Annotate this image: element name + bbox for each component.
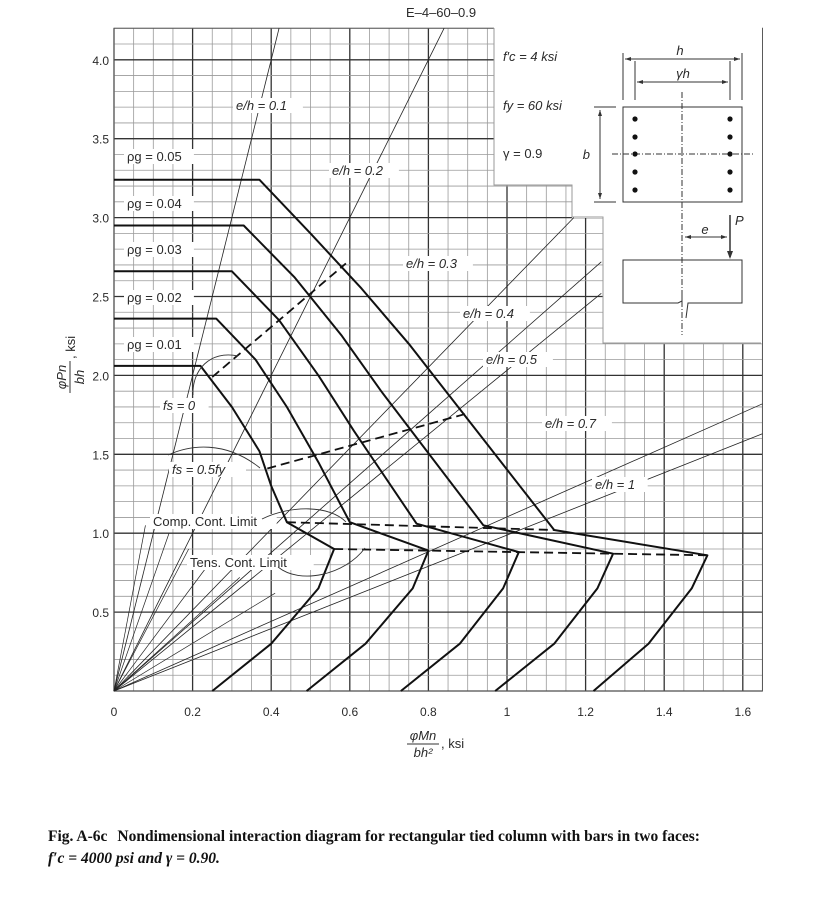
label-fs-half-fy: fs = 0.5fy	[172, 462, 226, 477]
label-eccentricity: e/h = 0.5	[486, 352, 537, 367]
x-tick-label: 0.8	[420, 705, 437, 719]
y-tick-label: 4.0	[92, 53, 109, 68]
x-tick-label: 0.6	[341, 705, 359, 719]
label-rho-0.05: ρg = 0.05	[127, 149, 182, 164]
param-fc: f′c = 4 ksi	[503, 49, 558, 64]
y-tick-label: 2.5	[92, 290, 109, 305]
limit-line	[287, 522, 554, 530]
svg-text:φMn: φMn	[409, 728, 437, 743]
x-tick-label: 1	[503, 705, 511, 719]
label-comp-cont-limit: Comp. Cont. Limit	[153, 514, 258, 529]
x-tick-label: 1.2	[577, 705, 594, 719]
y-tick-label: 2.0	[92, 369, 109, 384]
limit-line	[267, 413, 467, 468]
inset-b-label: b	[582, 147, 590, 162]
svg-text:bh²: bh²	[413, 745, 433, 760]
label-eccentricity: e/h = 0.3	[406, 256, 457, 271]
x-tick-label: 0	[110, 705, 118, 719]
figure-caption	[48, 826, 818, 870]
label-eccentricity: e/h = 0.7	[545, 416, 596, 431]
label-eccentricity: e/h = 0.2	[332, 163, 383, 178]
limit-line	[334, 549, 707, 555]
y-tick-label: 3.0	[92, 211, 109, 226]
label-eccentricity: e/h = 0.1	[236, 98, 287, 113]
x-tick-label: 0.4	[262, 705, 280, 719]
y-tick-label: 0.5	[92, 606, 109, 621]
label-eccentricity: e/h = 1	[595, 477, 636, 492]
svg-text:bh: bh	[72, 369, 87, 385]
inset-gamma-h-label: γh	[676, 66, 690, 81]
label-rho-0.02: ρg = 0.02	[127, 290, 182, 305]
inset-h-label: h	[676, 43, 684, 58]
label-rho-0.03: ρg = 0.03	[127, 242, 182, 257]
label-rho-0.01: ρg = 0.01	[127, 337, 182, 352]
x-tick-label: 1.6	[734, 705, 752, 719]
y-tick-label: 3.5	[92, 132, 109, 147]
label-rho-0.04: ρg = 0.04	[127, 196, 182, 211]
label-eccentricity: e/h = 0.4	[463, 306, 514, 321]
label-tens-cont-limit: Tens. Cont. Limit	[190, 555, 287, 570]
caption-line2: f′c = 4000 psi and γ = 0.90.	[48, 850, 220, 867]
chart-title: E–4–60–0.9	[405, 5, 477, 20]
fan-line	[114, 549, 189, 691]
inset-p-label: P	[735, 213, 744, 228]
inset-e-label: e	[701, 222, 709, 237]
param-gamma: γ = 0.9	[503, 146, 543, 161]
x-tick-label: 0.2	[184, 705, 201, 719]
figure-number: Fig. A-6c	[48, 828, 108, 845]
x-axis-label	[407, 728, 464, 760]
label-fs-0: fs = 0	[163, 398, 196, 413]
svg-text:, ksi: , ksi	[441, 736, 465, 751]
fan-line	[114, 577, 240, 691]
y-axis-label	[54, 336, 87, 393]
fan-line	[114, 525, 145, 691]
caption-text: Nondimensional interaction diagram for rectangular tied column with bars in two faces:	[117, 828, 700, 845]
param-fy: fy = 60 ksi	[503, 98, 562, 113]
svg-text:φPn: φPn	[54, 364, 69, 390]
y-tick-label: 1.0	[92, 527, 109, 542]
x-tick-label: 1.4	[655, 705, 673, 719]
svg-text:, ksi: , ksi	[63, 335, 78, 359]
y-tick-label: 1.5	[92, 448, 109, 463]
